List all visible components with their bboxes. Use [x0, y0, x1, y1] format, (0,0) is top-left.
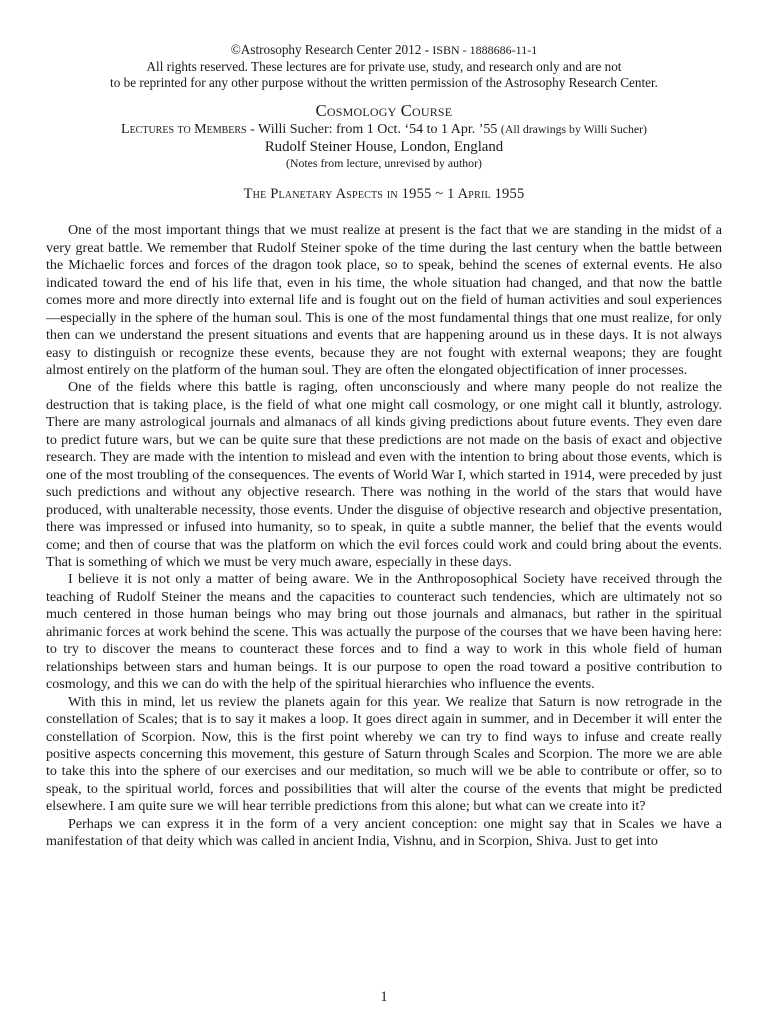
drawings-note: (All drawings by Willi Sucher): [500, 122, 647, 137]
notes: (Notes from lecture, unrevised by author): [286, 156, 482, 171]
copyright-block: [46, 42, 722, 90]
lectures-line: [46, 121, 722, 138]
lecture-body: [46, 222, 722, 850]
paragraph: I believe it is not only a matter of being aware. We in the Anthroposophical Society have received through the teaching of Rudolf Steiner the means and the capacities to counteract such tendencies, which are ultimately not so much centered in those human beings who may bring out those journals and almanacs, but rather in the spiritual ahrimanic forces at work behind the scene. This was actually the purpose of the courses that we have been having here: to try to discover the means to counteract these forces and to find a way to work in this whole field of human relationships between stars and human beings. It is our purpose to open the road toward a positive contribution to cosmology, and this we can do with the help of the spiritual hierarchies who influence the events.: [46, 571, 722, 693]
lecture-title: The Planetary Aspects in 1955 ~ 1 April 1955: [243, 186, 525, 203]
lectures-detail: - Willi Sucher: from 1 Oct. ‘54 to 1 Apr. ’55: [246, 122, 501, 138]
location: Rudolf Steiner House, London, England: [264, 139, 504, 156]
copyright-line: [46, 42, 722, 59]
page-number: 1: [380, 989, 388, 1005]
lectures-label: Lectures to Members: [121, 122, 247, 138]
isbn-text: ISBN - 1888686-11-1: [432, 43, 538, 57]
rights-line-1: All rights reserved. These lectures are for private use, study, and research only and are not: [146, 58, 622, 74]
document-page: [46, 42, 722, 851]
paragraph: Perhaps we can express it in the form of a very ancient conception: one might say that in Scales we have a manifestation of that deity which was called in ancient India, Vishnu, and in Scorpion, Shiva. Just to get into: [46, 815, 722, 850]
course-title: Cosmology Course: [315, 101, 453, 121]
paragraph: With this in mind, let us review the planets again for this year. We realize that Saturn is now retrograde in the constellation of Scales; that is to say it makes a loop. It goes direct again in summer, and in December it will enter the constellation of Scorpion. Now, this is the first point whereby we can try to find ways to infuse and create really positive aspects concerning this movement, this gesture of Saturn through Scales and Scorpion. The more we are able to take this into the sphere of our exercises and our meditation, so much will we be able to contribute or offer, so to speak, to the spiritual world, forces and possibilities that will alter the course of the events that might be predicted elsewhere. I am quite sure we will hear terrible predictions from this alone; but what can we create into it?: [46, 693, 722, 815]
copyright-text: ©Astrosophy Research Center 2012 -: [230, 42, 433, 57]
paragraph: One of the fields where this battle is raging, often unconsciously and where many people do not realize the destruction that is taking place, is the field of what one might call cosmology, or one might call it bluntly, astrology. There are many astrological journals and almanacs of all kinds giving predictions about future events. They even dare to predict future wars, but we can be quite sure that these predictions are not made on the basis of exact and objective research. They are made with the intention to mislead and even with the intention to bring about those events, which is one of the most troubling of the consequences. The events of World War I, which started in 1914, were preceded by just such predictions and without any objective research. There was nothing in the world of the stars that would have produced, with unalterable necessity, those events. Under the disguise of objective research and objective presentation, there was impressed or infused into humanity, so to speak, in quite a subtle manner, the belief that the events would come; and then of course that was the platform on which the evil forces could work and could bring about the events. That is something of which we must be very much aware, especially in these days.: [46, 379, 722, 570]
rights-line-2: to be reprinted for any other purpose without the written permission of the Astrosophy Research Center.: [110, 74, 658, 90]
paragraph: One of the most important things that we must realize at present is the fact that we are standing in the midst of a very great battle. We remember that Rudolf Steiner spoke of the time during the last century when the battle between the Michaelic forces and forces of the dragon took place, so to speak, behind the scenes of external events. He also indicated toward the end of his life that, even in his time, the whole situation had changed, and that now the battle comes more and more directly into external life and is fought out on the field of human activities and soul experiences—especially in the sphere of the human soul. This is one of the most fundamental things that one must realize, for only then can we understand the present situations and events that are happening around us in these days. It is not always easy to distinguish or recognize these events, because they are not fought with external weapons; they are fought almost entirely on the platform of the human soul. They are often the elongated objectification of inner processes.: [46, 222, 722, 379]
